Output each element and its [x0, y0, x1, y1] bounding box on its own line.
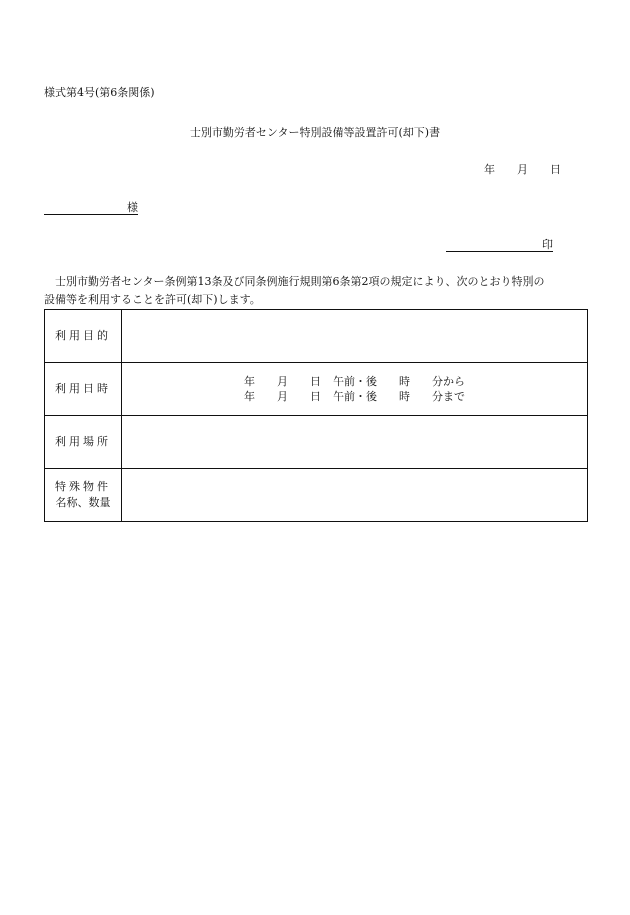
to-hour: 時	[399, 390, 410, 403]
seal-line	[446, 236, 553, 252]
datetime-from-row	[122, 374, 587, 389]
datetime-to-row	[122, 389, 587, 404]
purpose-label: 利用目的	[45, 310, 122, 363]
issuer-name-blank[interactable]	[446, 239, 542, 252]
from-year: 年	[244, 375, 255, 388]
datetime-label: 利用日時	[45, 363, 122, 416]
recipient-name-blank[interactable]	[44, 202, 127, 215]
to-month: 月	[277, 390, 288, 403]
from-minute: 分から	[432, 375, 465, 388]
items-label-line-1: 特殊物件	[55, 480, 111, 493]
recipient-suffix: 様	[127, 201, 138, 214]
table-row-purpose	[45, 310, 588, 363]
to-year: 年	[244, 390, 255, 403]
items-label-line-2: 名称、数量	[55, 496, 111, 509]
issue-date	[484, 161, 561, 177]
date-day: 日	[550, 163, 561, 176]
to-day: 日	[310, 390, 321, 403]
permit-table	[44, 309, 588, 522]
body-line-2: 設備等を利用することを許可(却下)します。	[44, 293, 261, 306]
items-value[interactable]	[122, 469, 588, 522]
from-hour: 時	[399, 375, 410, 388]
to-minute: 分まで	[432, 390, 465, 403]
table-row-datetime	[45, 363, 588, 416]
date-month: 月	[517, 163, 528, 176]
datetime-value[interactable]	[122, 363, 588, 416]
place-value[interactable]	[122, 416, 588, 469]
place-label: 利用場所	[45, 416, 122, 469]
from-day: 日	[310, 375, 321, 388]
date-year: 年	[484, 163, 495, 176]
purpose-value[interactable]	[122, 310, 588, 363]
recipient-line	[44, 199, 138, 215]
body-line-1: 士別市勤労者センター条例第13条及び同条例施行規則第6条第2項の規定により、次のとおり特別の	[55, 275, 545, 288]
table-row-place	[45, 416, 588, 469]
document-title: 士別市勤労者センター特別設備等設置許可(却下)書	[189, 126, 441, 139]
form-number: 様式第4号(第6条関係)	[44, 86, 155, 99]
from-month: 月	[277, 375, 288, 388]
body-text	[44, 273, 589, 309]
to-ampm: 午前・後	[333, 390, 377, 403]
items-label	[45, 469, 122, 522]
table-row-items	[45, 469, 588, 522]
from-ampm: 午前・後	[333, 375, 377, 388]
seal-mark: 印	[542, 238, 553, 251]
